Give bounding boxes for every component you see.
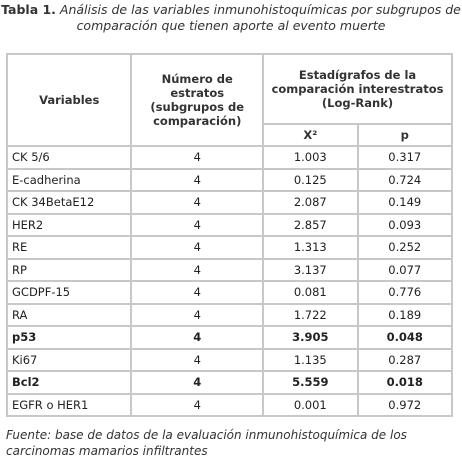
header-estadigrafos: Estadígrafos de la comparación interestratos (Log-Rank)	[263, 54, 452, 124]
variable-cell: GCDPF-15	[7, 281, 131, 304]
table-row	[7, 371, 452, 394]
estratos-cell: 4	[131, 349, 263, 372]
variable-cell: RE	[7, 236, 131, 259]
table-body	[7, 146, 452, 416]
table-caption	[0, 2, 462, 34]
table-row	[7, 259, 452, 282]
variable-cell: E-cadherina	[7, 169, 131, 192]
chi2-cell: 2.087	[263, 191, 357, 214]
table-row	[7, 236, 452, 259]
header-chi2: X²	[263, 124, 357, 146]
p-cell: 0.018	[358, 371, 452, 394]
variable-cell: Bcl2	[7, 371, 131, 394]
p-cell: 0.093	[358, 214, 452, 237]
results-table	[6, 53, 453, 417]
table-row	[7, 214, 452, 237]
variable-cell: EGFR o HER1	[7, 394, 131, 417]
estratos-cell: 4	[131, 169, 263, 192]
table-row	[7, 191, 452, 214]
variable-cell: RP	[7, 259, 131, 282]
chi2-cell: 1.003	[263, 146, 357, 169]
variable-cell: Ki67	[7, 349, 131, 372]
p-cell: 0.776	[358, 281, 452, 304]
table-row	[7, 281, 452, 304]
variable-cell: CK 34BetaE12	[7, 191, 131, 214]
p-cell: 0.189	[358, 304, 452, 327]
table-row	[7, 394, 452, 417]
p-cell: 0.287	[358, 349, 452, 372]
estratos-cell: 4	[131, 371, 263, 394]
variable-cell: HER2	[7, 214, 131, 237]
variable-cell: CK 5/6	[7, 146, 131, 169]
chi2-cell: 3.905	[263, 326, 357, 349]
p-cell: 0.317	[358, 146, 452, 169]
table-footnote: Fuente: base de datos de la evaluación inmunohistoquímica de los carcinomas mamarios infiltrantes	[6, 428, 407, 458]
estratos-cell: 4	[131, 236, 263, 259]
variable-cell: p53	[7, 326, 131, 349]
p-cell: 0.252	[358, 236, 452, 259]
table-row	[7, 304, 452, 327]
header-estratos: Número de estratos (subgrupos de comparación)	[131, 54, 263, 146]
caption-text: Análisis de las variables inmunohistoquímicas por subgrupos de comparación que tienen aporte al evento muerte	[59, 2, 461, 33]
chi2-cell: 2.857	[263, 214, 357, 237]
estratos-cell: 4	[131, 259, 263, 282]
chi2-cell: 0.001	[263, 394, 357, 417]
chi2-cell: 1.722	[263, 304, 357, 327]
table-row	[7, 146, 452, 169]
p-cell: 0.048	[358, 326, 452, 349]
chi2-cell: 5.559	[263, 371, 357, 394]
estratos-cell: 4	[131, 214, 263, 237]
p-cell: 0.149	[358, 191, 452, 214]
chi2-cell: 1.135	[263, 349, 357, 372]
header-variables: Variables	[7, 54, 131, 146]
table-row	[7, 169, 452, 192]
estratos-cell: 4	[131, 281, 263, 304]
estratos-cell: 4	[131, 394, 263, 417]
estratos-cell: 4	[131, 326, 263, 349]
p-cell: 0.077	[358, 259, 452, 282]
p-cell: 0.972	[358, 394, 452, 417]
table-row	[7, 349, 452, 372]
table-row	[7, 326, 452, 349]
caption-label: Tabla 1.	[1, 2, 56, 17]
chi2-cell: 0.125	[263, 169, 357, 192]
chi2-cell: 1.313	[263, 236, 357, 259]
estratos-cell: 4	[131, 191, 263, 214]
estratos-cell: 4	[131, 146, 263, 169]
estratos-cell: 4	[131, 304, 263, 327]
variable-cell: RA	[7, 304, 131, 327]
chi2-cell: 0.081	[263, 281, 357, 304]
p-cell: 0.724	[358, 169, 452, 192]
header-p: p	[358, 124, 452, 146]
chi2-cell: 3.137	[263, 259, 357, 282]
